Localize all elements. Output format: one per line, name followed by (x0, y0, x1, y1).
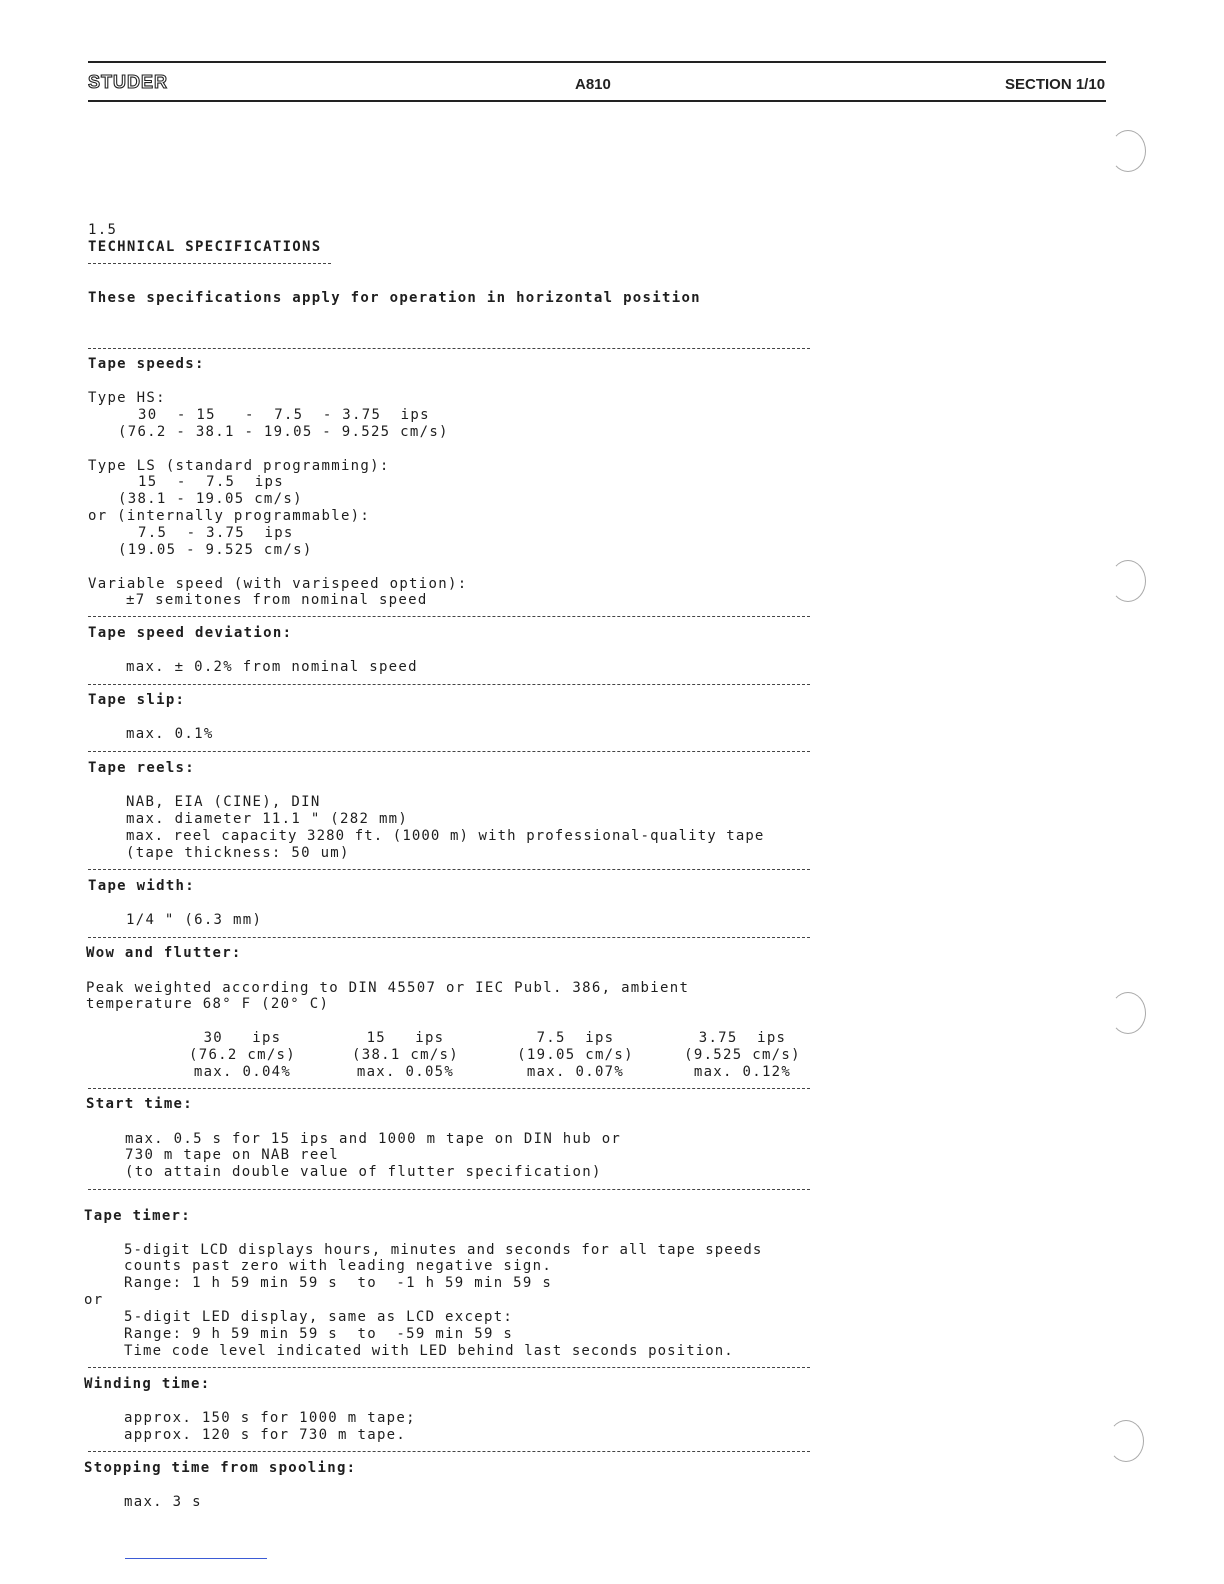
start-time-line: 730 m tape on NAB reel (125, 1147, 340, 1163)
type-hs-cms: (76.2 - 38.1 - 19.05 - 9.525 cm/s) (118, 424, 449, 440)
divider (88, 937, 810, 938)
lcd-line: Range: 1 h 59 min 59 s to -1 h 59 min 59 s (124, 1275, 553, 1291)
reels-line: max. reel capacity 3280 ft. (1000 m) with professional-quality tape (126, 828, 765, 844)
section-number: SECTION 1/10 (1005, 76, 1106, 93)
flutter-ips: 3.75 ips (698, 1030, 787, 1046)
header-bottom-rule (88, 100, 1106, 102)
lcd-line: counts past zero with leading negative sign. (124, 1258, 553, 1274)
studer-logo (88, 72, 184, 92)
heading-wow-flutter: Wow and flutter: (86, 945, 242, 961)
model-name: A810 (575, 76, 611, 93)
or-label: or (84, 1292, 104, 1308)
heading-tape-speeds: Tape speeds: (88, 356, 205, 372)
reels-line: NAB, EIA (CINE), DIN (126, 794, 321, 810)
type-ls-ips: 15 - 7.5 ips (138, 474, 284, 490)
divider (88, 616, 810, 617)
svg-text:STUDER: STUDER (88, 72, 169, 92)
flutter-column (170, 1030, 315, 1081)
varispeed-label: Variable speed (with varispeed option): (88, 576, 468, 592)
wow-intro-line: temperature 68° F (20° C) (86, 996, 330, 1012)
lcd-line: 5-digit LCD displays hours, minutes and seconds for all tape speeds (124, 1242, 763, 1258)
intro-text: These specifications apply for operation in horizontal position (88, 290, 701, 306)
stopping-time-value: max. 3 s (124, 1494, 202, 1510)
binder-hole (1110, 560, 1146, 602)
binder-hole (1110, 992, 1146, 1034)
led-line: Time code level indicated with LED behind last seconds position. (124, 1343, 734, 1359)
flutter-max: max. 0.07% (526, 1064, 625, 1080)
start-time-line: (to attain double value of flutter specification) (125, 1164, 602, 1180)
heading-stopping-time: Stopping time from spooling: (84, 1460, 357, 1476)
flutter-cms: (38.1 cm/s) (351, 1047, 460, 1063)
flutter-cms: (76.2 cm/s) (188, 1047, 297, 1063)
heading-start-time: Start time: (86, 1096, 194, 1112)
wow-intro-line: Peak weighted according to DIN 45507 or IEC Publ. 386, ambient (86, 980, 690, 996)
page-title: TECHNICAL SPECIFICATIONS (88, 239, 322, 255)
divider (88, 751, 810, 752)
winding-line: approx. 150 s for 1000 m tape; (124, 1410, 416, 1426)
heading-speed-deviation: Tape speed deviation: (88, 625, 293, 641)
flutter-cms: (19.05 cm/s) (517, 1047, 634, 1063)
led-line: Range: 9 h 59 min 59 s to -59 min 59 s (124, 1326, 514, 1342)
header-top-rule (88, 61, 1106, 63)
flutter-column (498, 1030, 653, 1081)
internal-cms: (19.05 - 9.525 cm/s) (118, 542, 313, 558)
heading-tape-reels: Tape reels: (88, 760, 196, 776)
section-number-label: 1.5 (88, 222, 118, 238)
heading-tape-width: Tape width: (88, 878, 196, 894)
binder-hole (1110, 130, 1146, 172)
type-hs-ips: 30 - 15 - 7.5 - 3.75 ips (138, 407, 430, 423)
divider (88, 1451, 810, 1452)
divider (88, 1367, 810, 1368)
reels-line: max. diameter 11.1 " (282 mm) (126, 811, 409, 827)
title-underline (88, 263, 331, 264)
flutter-column (670, 1030, 815, 1081)
divider (88, 348, 810, 349)
binder-hole (1108, 1420, 1144, 1462)
start-time-line: max. 0.5 s for 15 ips and 1000 m tape on DIN hub or (125, 1131, 622, 1147)
type-ls-cms: (38.1 - 19.05 cm/s) (118, 491, 303, 507)
internal-ips: 7.5 - 3.75 ips (138, 525, 294, 541)
type-ls-label: Type LS (standard programming): (88, 458, 390, 474)
heading-tape-timer: Tape timer: (84, 1208, 192, 1224)
flutter-cms: (9.525 cm/s) (684, 1047, 801, 1063)
flutter-ips: 30 ips (203, 1030, 282, 1046)
heading-tape-slip: Tape slip: (88, 692, 186, 708)
flutter-max: max. 0.12% (693, 1064, 792, 1080)
footer-rule (125, 1558, 267, 1559)
tape-slip-value: max. 0.1% (126, 726, 214, 742)
divider (88, 1189, 810, 1190)
flutter-max: max. 0.04% (193, 1064, 292, 1080)
led-line: 5-digit LED display, same as LCD except: (124, 1309, 514, 1325)
heading-winding-time: Winding time: (84, 1376, 211, 1392)
speed-deviation-value: max. ± 0.2% from nominal speed (126, 659, 418, 675)
tape-width-value: 1/4 " (6.3 mm) (126, 912, 263, 928)
flutter-ips: 15 ips (366, 1030, 445, 1046)
flutter-column (333, 1030, 478, 1081)
reels-line: (tape thickness: 50 um) (126, 845, 350, 861)
flutter-ips: 7.5 ips (536, 1030, 615, 1046)
divider (88, 1088, 810, 1089)
winding-line: approx. 120 s for 730 m tape. (124, 1427, 407, 1443)
divider (88, 684, 810, 685)
divider (88, 869, 810, 870)
varispeed-value: ±7 semitones from nominal speed (126, 592, 428, 608)
internal-label: or (internally programmable): (88, 508, 371, 524)
type-hs-label: Type HS: (88, 390, 166, 406)
flutter-max: max. 0.05% (356, 1064, 455, 1080)
